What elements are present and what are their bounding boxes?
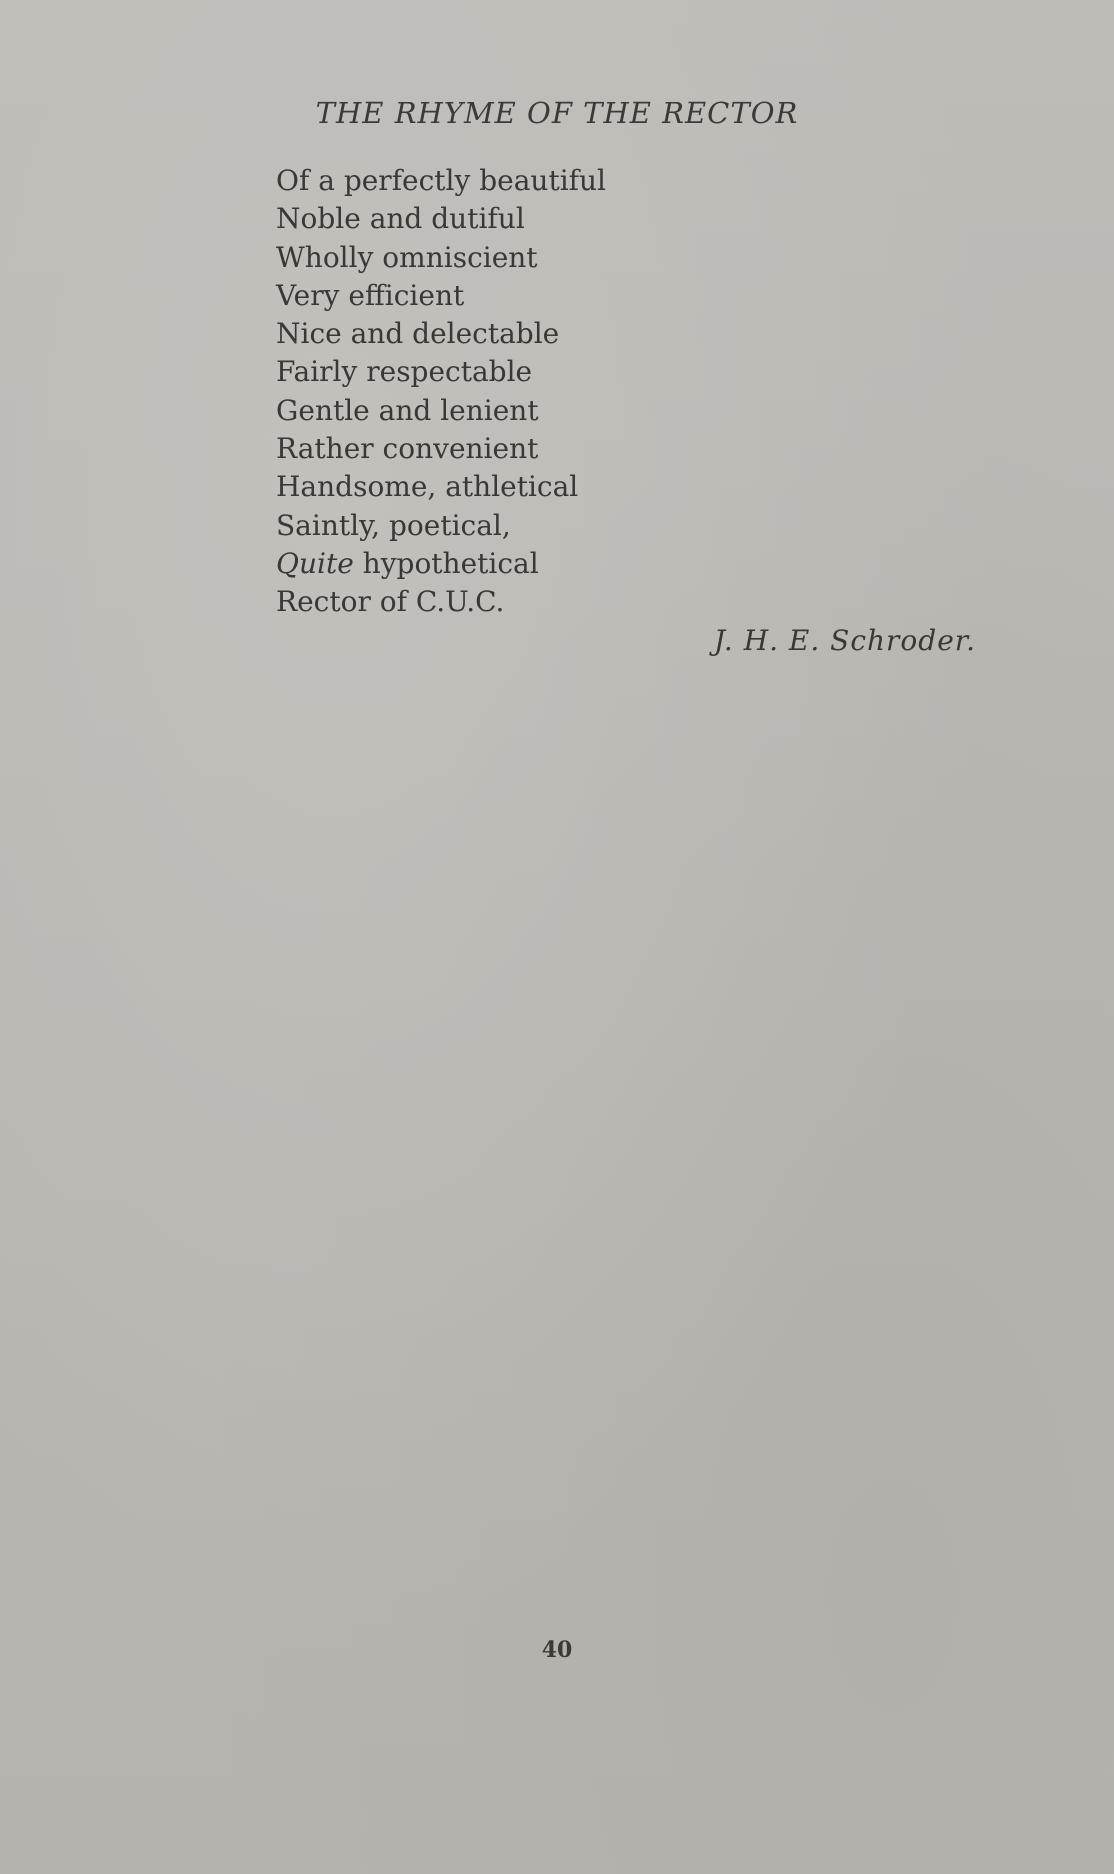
poem-line-text: Nice and delectable bbox=[276, 317, 560, 351]
poem-line-text: hypothetical bbox=[353, 546, 539, 580]
poem-line-text: Gentle and lenient bbox=[276, 393, 539, 427]
poem-line-text: Noble and dutiful bbox=[276, 202, 525, 236]
poem-line bbox=[276, 392, 606, 430]
poem-line bbox=[276, 353, 606, 391]
poem-line-text: Saintly, poetical, bbox=[276, 508, 511, 542]
poem-line bbox=[276, 315, 606, 353]
poem-line bbox=[276, 507, 606, 545]
poem-line-text: Wholly omniscient bbox=[276, 240, 538, 274]
author-signature: J. H. E. Schroder. bbox=[713, 624, 976, 657]
poem-line-text: Handsome, athletical bbox=[276, 470, 579, 504]
poem-line-text: Rector of C.U.C. bbox=[276, 585, 505, 619]
poem-line bbox=[276, 430, 606, 468]
poem-line bbox=[276, 200, 606, 238]
poem-line-italic-word: Quite bbox=[276, 546, 354, 580]
poem-line bbox=[276, 545, 606, 583]
running-head: THE RHYME OF THE RECTOR bbox=[315, 96, 799, 130]
poem-line-text: Very efficient bbox=[276, 278, 465, 312]
poem-line bbox=[276, 239, 606, 277]
poem-line bbox=[276, 583, 606, 621]
poem-line bbox=[276, 468, 606, 506]
poem-line-text: Of a perfectly beautiful bbox=[276, 164, 607, 197]
poem-line-text: Fairly respectable bbox=[276, 355, 533, 389]
page-number: 40 bbox=[541, 1637, 573, 1663]
poem-stanza bbox=[276, 162, 606, 622]
poem-line bbox=[276, 162, 606, 200]
poem-line-text: Rather convenient bbox=[276, 432, 539, 466]
poem-line bbox=[276, 277, 606, 315]
